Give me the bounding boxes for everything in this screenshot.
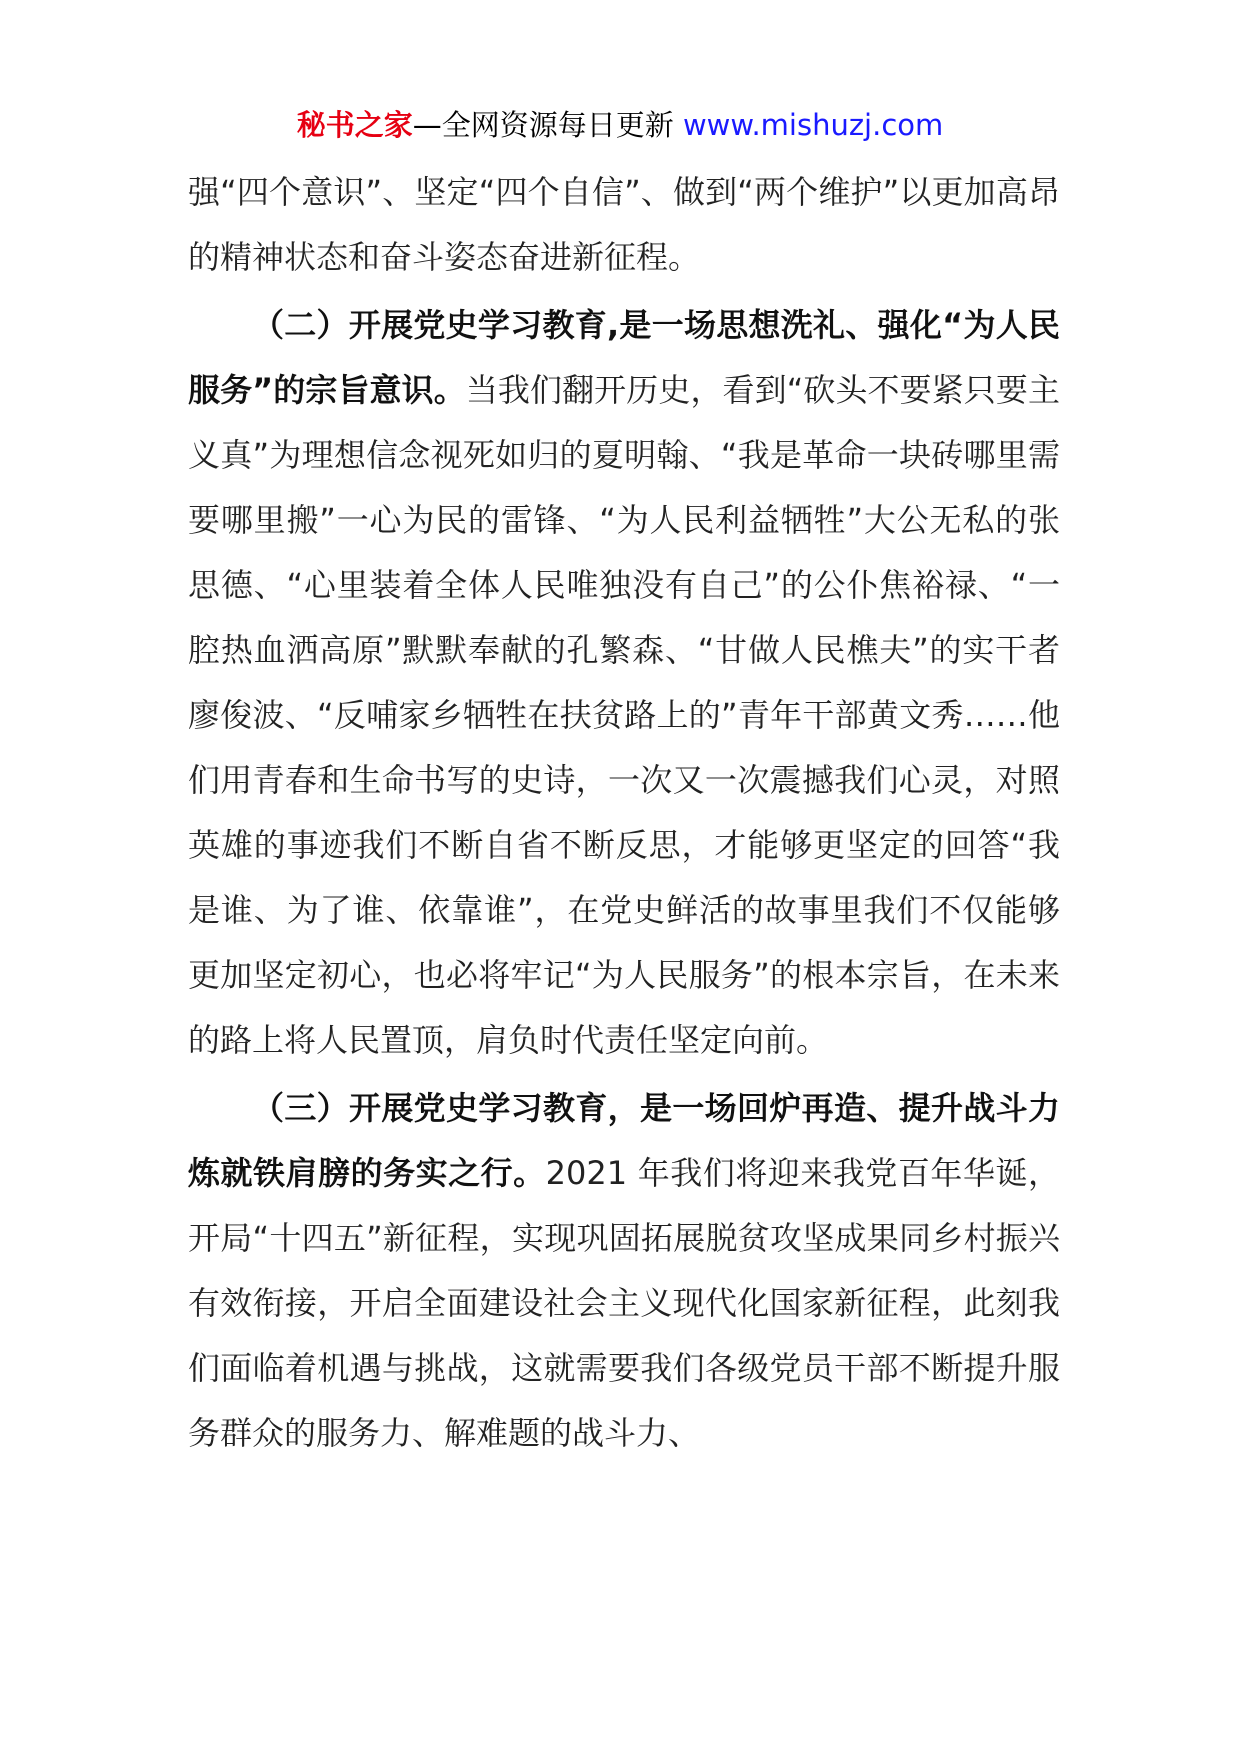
header-tagline: —全网资源每日更新 [412, 108, 683, 142]
site-header [0, 103, 1240, 147]
section-2-heading: （二）开展党史学习教育,是一场思想洗礼、强化“为人民服务”的宗旨意识。 [188, 306, 1060, 409]
paragraph-section-3 [188, 1076, 1060, 1466]
paragraph-continuation [188, 160, 1060, 290]
paragraph-text: 强“四个意识”、坚定“四个自信”、做到“两个维护”以更加高昂的精神状态和奋斗姿态奋进新征程。 [188, 173, 1060, 276]
section-3-heading: （三）开展党史学习教育，是一场回炉再造、提升战斗力炼就铁肩膀的务实之行。 [188, 1089, 1060, 1192]
document-body [188, 160, 1060, 1466]
brand-name: 秘书之家 [296, 108, 413, 142]
paragraph-section-2 [188, 293, 1060, 1073]
paragraph-text: 2021 年我们将迎来我党百年华诞，开局“十四五”新征程，实现巩固拓展脱贫攻坚成果同乡村振兴有效衔接，开启全面建设社会主义现代化国家新征程，此刻我们面临着机遇与挑战，这就需要我们各级党员干部不断提升服务群众的服务力、解难题的战斗力、 [188, 1154, 1060, 1452]
site-url-link[interactable]: www.mishuzj.com [682, 108, 944, 142]
paragraph-text: 当我们翻开历史，看到“砍头不要紧只要主义真”为理想信念视死如归的夏明翰、“我是革命一块砖哪里需要哪里搬”一心为民的雷锋、“为人民利益牺牲”大公无私的张思德、“心里装着全体人民唯独没有自己”的公仆焦裕禄、“一腔热血洒高原”默默奉献的孔繁森、“甘做人民樵夫”的实干者廖俊波、“反哺家乡牺牲在扶贫路上的”青年干部黄文秀……他们用青春和生命书写的史诗，一次又一次震撼我们心灵，对照英雄的事迹我们不断自省不断反思，才能够更坚定的回答“我是谁、为了谁、依靠谁”，在党史鲜活的故事里我们不仅能够更加坚定初心，也必将牢记“为人民服务”的根本宗旨，在未来的路上将人民置顶，肩负时代责任坚定向前。 [188, 371, 1060, 1059]
